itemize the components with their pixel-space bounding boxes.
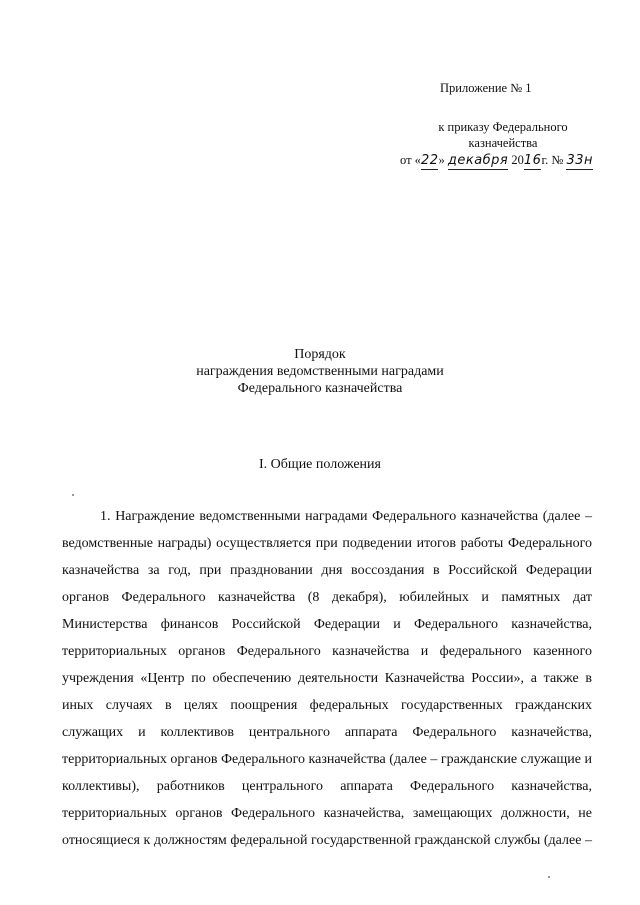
- section-heading: I. Общие положения: [259, 457, 381, 472]
- title-line-2: награждения ведомственными наградами: [196, 364, 444, 379]
- appendix-label: Приложение № 1: [440, 81, 532, 95]
- order-reference: [418, 119, 588, 151]
- paragraph-1: [62, 503, 592, 854]
- scan-speck: [548, 876, 550, 878]
- date-quote-close: »: [438, 153, 445, 167]
- paragraph-text: Награждение ведомственными наградами Федерального казначейства (далее – ведомственные награды) осуществляется при подведении итогов работы Федерального казначейства за год, при праздновании дня воссоздания в Российской Федерации органов Федерального казначейства (8 декабря), юбилейных и памятных дат Министерства финансов Российской Федерации и Федерального казначейства, территориальных органов Федерального казначейства и федерального казенного учреждения «Центр по обеспечению деятельности Казначейства России», а также в иных случаях в целях поощрения федеральных государственных гражданских служащих и коллективов центрального аппарата Федерального казначейства, территориальных органов Федерального казначейства (далее – гражданские служащие и коллективы), работников центрального аппарата Федерального казначейства, территориальных органов Федерального казначейства, замещающих должности, не относящиеся к должностям федеральной государственной гражданской службы (далее –: [62, 509, 592, 848]
- document-title: [0, 346, 640, 397]
- order-number-label: №: [551, 153, 564, 167]
- handwritten-day: 22: [420, 153, 439, 168]
- handwritten-order-number: 33н: [566, 153, 594, 168]
- handwritten-month: декабря: [447, 153, 509, 168]
- order-reference-line-2: казначейства: [468, 136, 538, 150]
- scan-speck: [72, 494, 74, 496]
- title-line-1: Порядок: [294, 347, 346, 362]
- handwritten-year: 16: [523, 153, 542, 168]
- date-prefix: от «: [400, 153, 421, 167]
- date-year-end: г.: [541, 153, 549, 167]
- title-line-3: Федерального казначейства: [237, 381, 403, 396]
- order-reference-line-1: к приказу Федерального: [438, 120, 568, 134]
- order-date-line: [400, 152, 593, 170]
- date-year-prefix: 20: [511, 153, 524, 167]
- paragraph-number: 1.: [100, 509, 111, 524]
